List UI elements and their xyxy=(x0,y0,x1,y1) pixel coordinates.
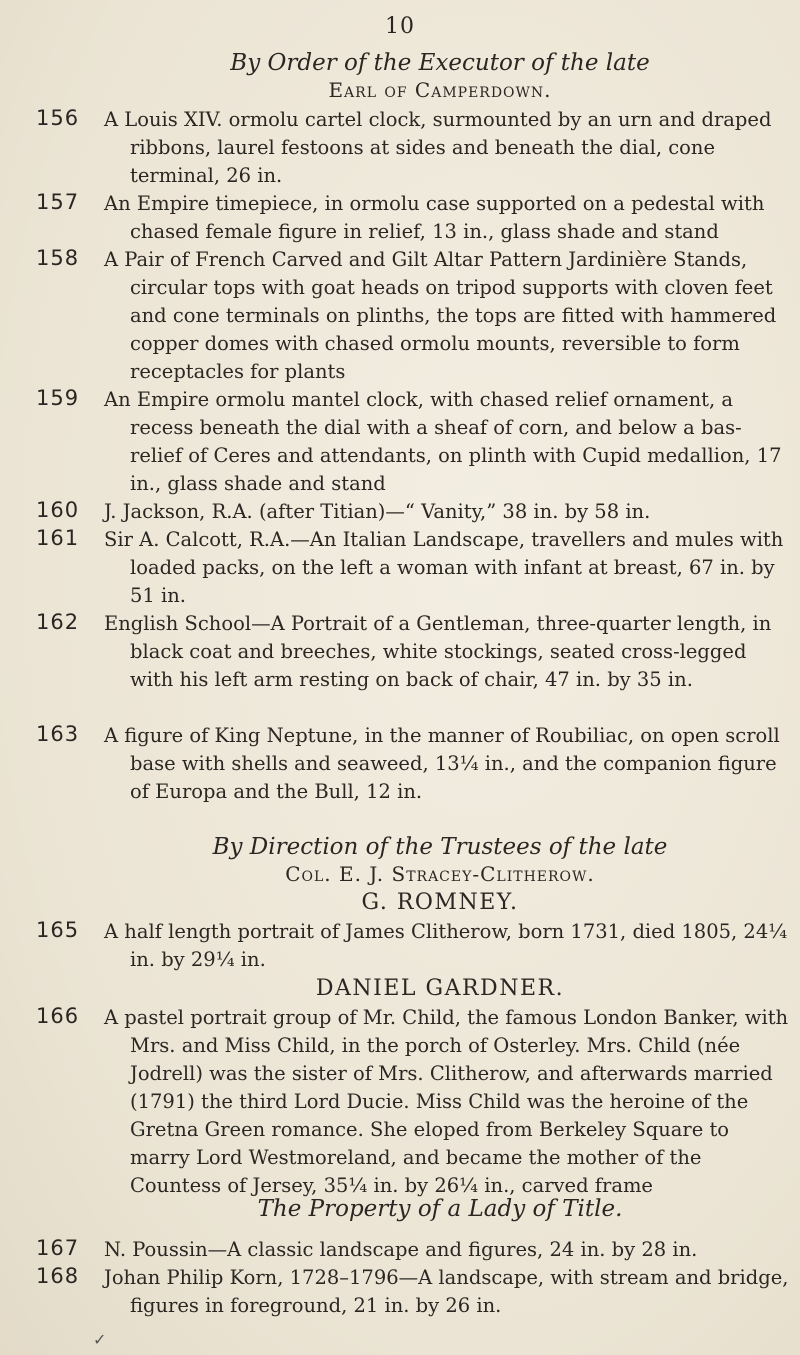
lot-number: 167 xyxy=(36,1236,80,1260)
lot-description: A pastel portrait group of Mr. Child, the famous London Banker, with Mrs. and Miss Child, in the porch of Osterley. Mrs. Child (née Jodrell) was the sister of Mrs. Clitherow, and afterwards married (1791) the third Lord Ducie. Miss Child was the heroine of the Gretna Green romance. She eloped from Berkeley Square to marry Lord Westmoreland, and became the mother of the Countess of Jersey, 35¼ in. by 26¼ in., carved frame xyxy=(104,1006,789,1197)
pencil-tick-mark-icon: ✓ xyxy=(93,1330,107,1349)
lot-description: N. Poussin—A classic landscape and figures, 24 in. by 28 in. xyxy=(104,1238,698,1261)
lot-number: 161 xyxy=(36,526,80,550)
section-heading-clitherow xyxy=(140,834,740,888)
section-heading-italic: By Order of the Executor of the late xyxy=(230,50,650,76)
lot-number: 163 xyxy=(36,722,80,746)
lot-number: 158 xyxy=(36,246,80,270)
section-heading-caps: Earl of Camperdown. xyxy=(328,78,552,102)
lot-description: Sir A. Calcott, R.A.—An Italian Landscape, travellers and mules with loaded packs, on the left a woman with infant at breast, 67 in. by 51 in. xyxy=(104,528,784,607)
lot-description: A half length portrait of James Clitherow, born 1731, died 1805, 24¼ in. by 29¼ in. xyxy=(104,920,788,971)
lot-description: English School—A Portrait of a Gentleman, three-quarter length, in black coat and breeches, white stockings, seated cross-legged with his left arm resting on back of chair, 47 in. by 35 in. xyxy=(104,612,772,691)
page-number: 10 xyxy=(385,14,415,39)
lot-description: An Empire timepiece, in ormolu case supported on a pedestal with chased female figure in relief, 13 in., glass shade and stand xyxy=(104,192,765,243)
lot-description: An Empire ormolu mantel clock, with chased relief ornament, a recess beneath the dial with a sheaf of corn, and below a bas-relief of Ceres and attendants, on plinth with Cupid medallion, 17 in., glass shade and stand xyxy=(104,388,782,495)
lot-description: A figure of King Neptune, in the manner of Roubiliac, on open scroll base with shells and seaweed, 13¼ in., and the companion figure of Europa and the Bull, 12 in. xyxy=(104,724,780,803)
lot-number: 166 xyxy=(36,1004,80,1028)
lot-number: 160 xyxy=(36,498,80,522)
section-heading-camperdown xyxy=(140,50,740,104)
lot-number: 159 xyxy=(36,386,80,410)
lot-number: 156 xyxy=(36,106,80,130)
section-heading-lady-of-title xyxy=(140,1196,740,1223)
artist-heading-romney: G. ROMNEY. xyxy=(361,890,519,915)
lot-description: A Pair of French Carved and Gilt Altar Pattern Jardinière Stands, circular tops with goat heads on tripod supports with cloven feet and cone terminals on plinths, the tops are fitted with hammered copper domes with chased ormolu mounts, reversible to form receptacles for plants xyxy=(104,248,777,383)
lot-number: 165 xyxy=(36,918,80,942)
lot-description: J. Jackson, R.A. (after Titian)—“ Vanity,” 38 in. by 58 in. xyxy=(104,500,651,523)
section-heading-caps: Col. E. J. Stracey-Clitherow. xyxy=(285,862,595,886)
lot-description: A Louis XIV. ormolu cartel clock, surmounted by an urn and draped ribbons, laurel festoons at sides and beneath the dial, cone terminal, 26 in. xyxy=(104,108,772,187)
artist-heading-gardner: DANIEL GARDNER. xyxy=(315,976,565,1001)
lot-number: 168 xyxy=(36,1264,80,1288)
section-heading-italic: By Direction of the Trustees of the late xyxy=(212,834,668,860)
lot-description: Johan Philip Korn, 1728–1796—A landscape, with stream and bridge, figures in foreground, 21 in. by 26 in. xyxy=(104,1266,789,1317)
lot-number: 157 xyxy=(36,190,80,214)
lot-number: 162 xyxy=(36,610,80,634)
section-heading-italic: The Property of a Lady of Title. xyxy=(257,1196,623,1222)
